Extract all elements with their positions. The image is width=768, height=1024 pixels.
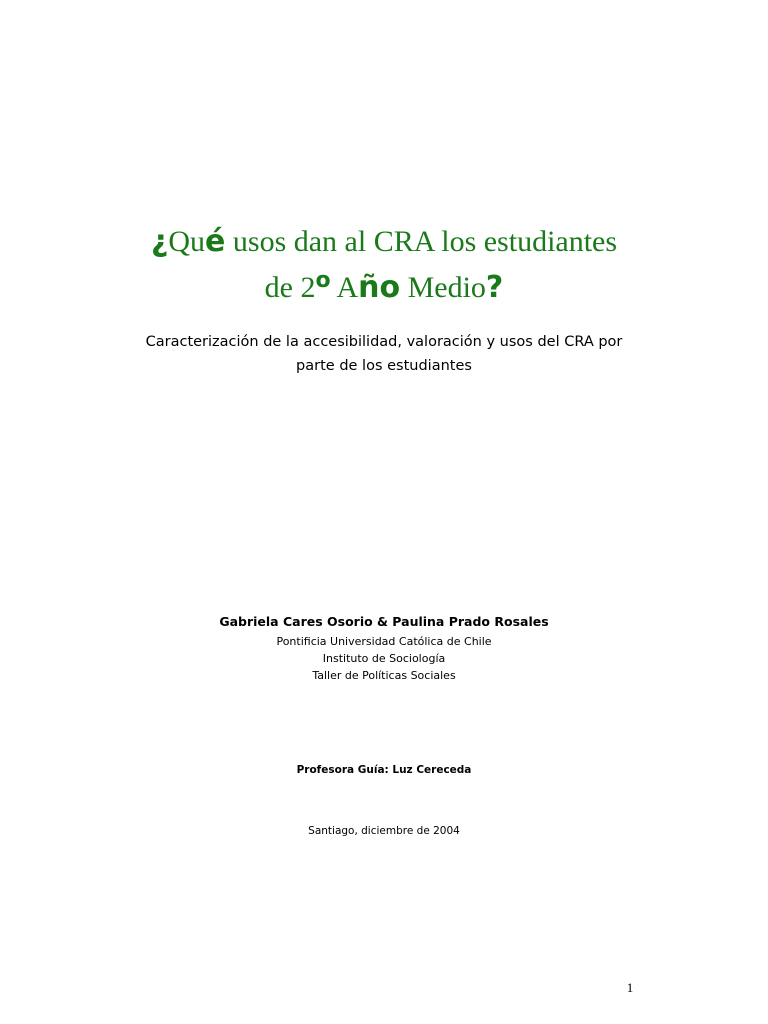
- advisor: Profesora Guía: Luz Cereceda: [296, 764, 472, 776]
- page-number: 1: [626, 980, 634, 995]
- affiliation-institute: Instituto de Sociología: [322, 652, 446, 665]
- title-medio: Medio: [400, 271, 486, 304]
- title-question-open: ¿: [150, 224, 169, 259]
- document-title-line-2: [0, 266, 768, 310]
- title-rest: usos dan al CRA los estudiantes: [225, 225, 618, 258]
- place-date: Santiago, diciembre de 2004: [308, 825, 460, 837]
- subtitle-line-2: parte de los estudiantes: [296, 358, 472, 374]
- authors: Gabriela Cares Osorio & Paulina Prado Rosales: [219, 614, 549, 629]
- title-e-accent: é: [205, 224, 226, 259]
- subtitle-line-1: Caracterización de la accesibilidad, valoración y usos del CRA por: [145, 334, 623, 350]
- title-degree-sign: o: [315, 268, 331, 293]
- title-a: A: [330, 271, 359, 304]
- title-qu: Qu: [168, 225, 206, 258]
- title-question-close: ?: [485, 270, 504, 305]
- affiliation-workshop: Taller de Políticas Sociales: [312, 669, 456, 682]
- document-title-line-1: [0, 220, 768, 264]
- title-no: ño: [358, 270, 401, 305]
- affiliation-university: Pontificia Universidad Católica de Chile: [276, 635, 492, 648]
- title-de-2: de 2: [264, 271, 316, 304]
